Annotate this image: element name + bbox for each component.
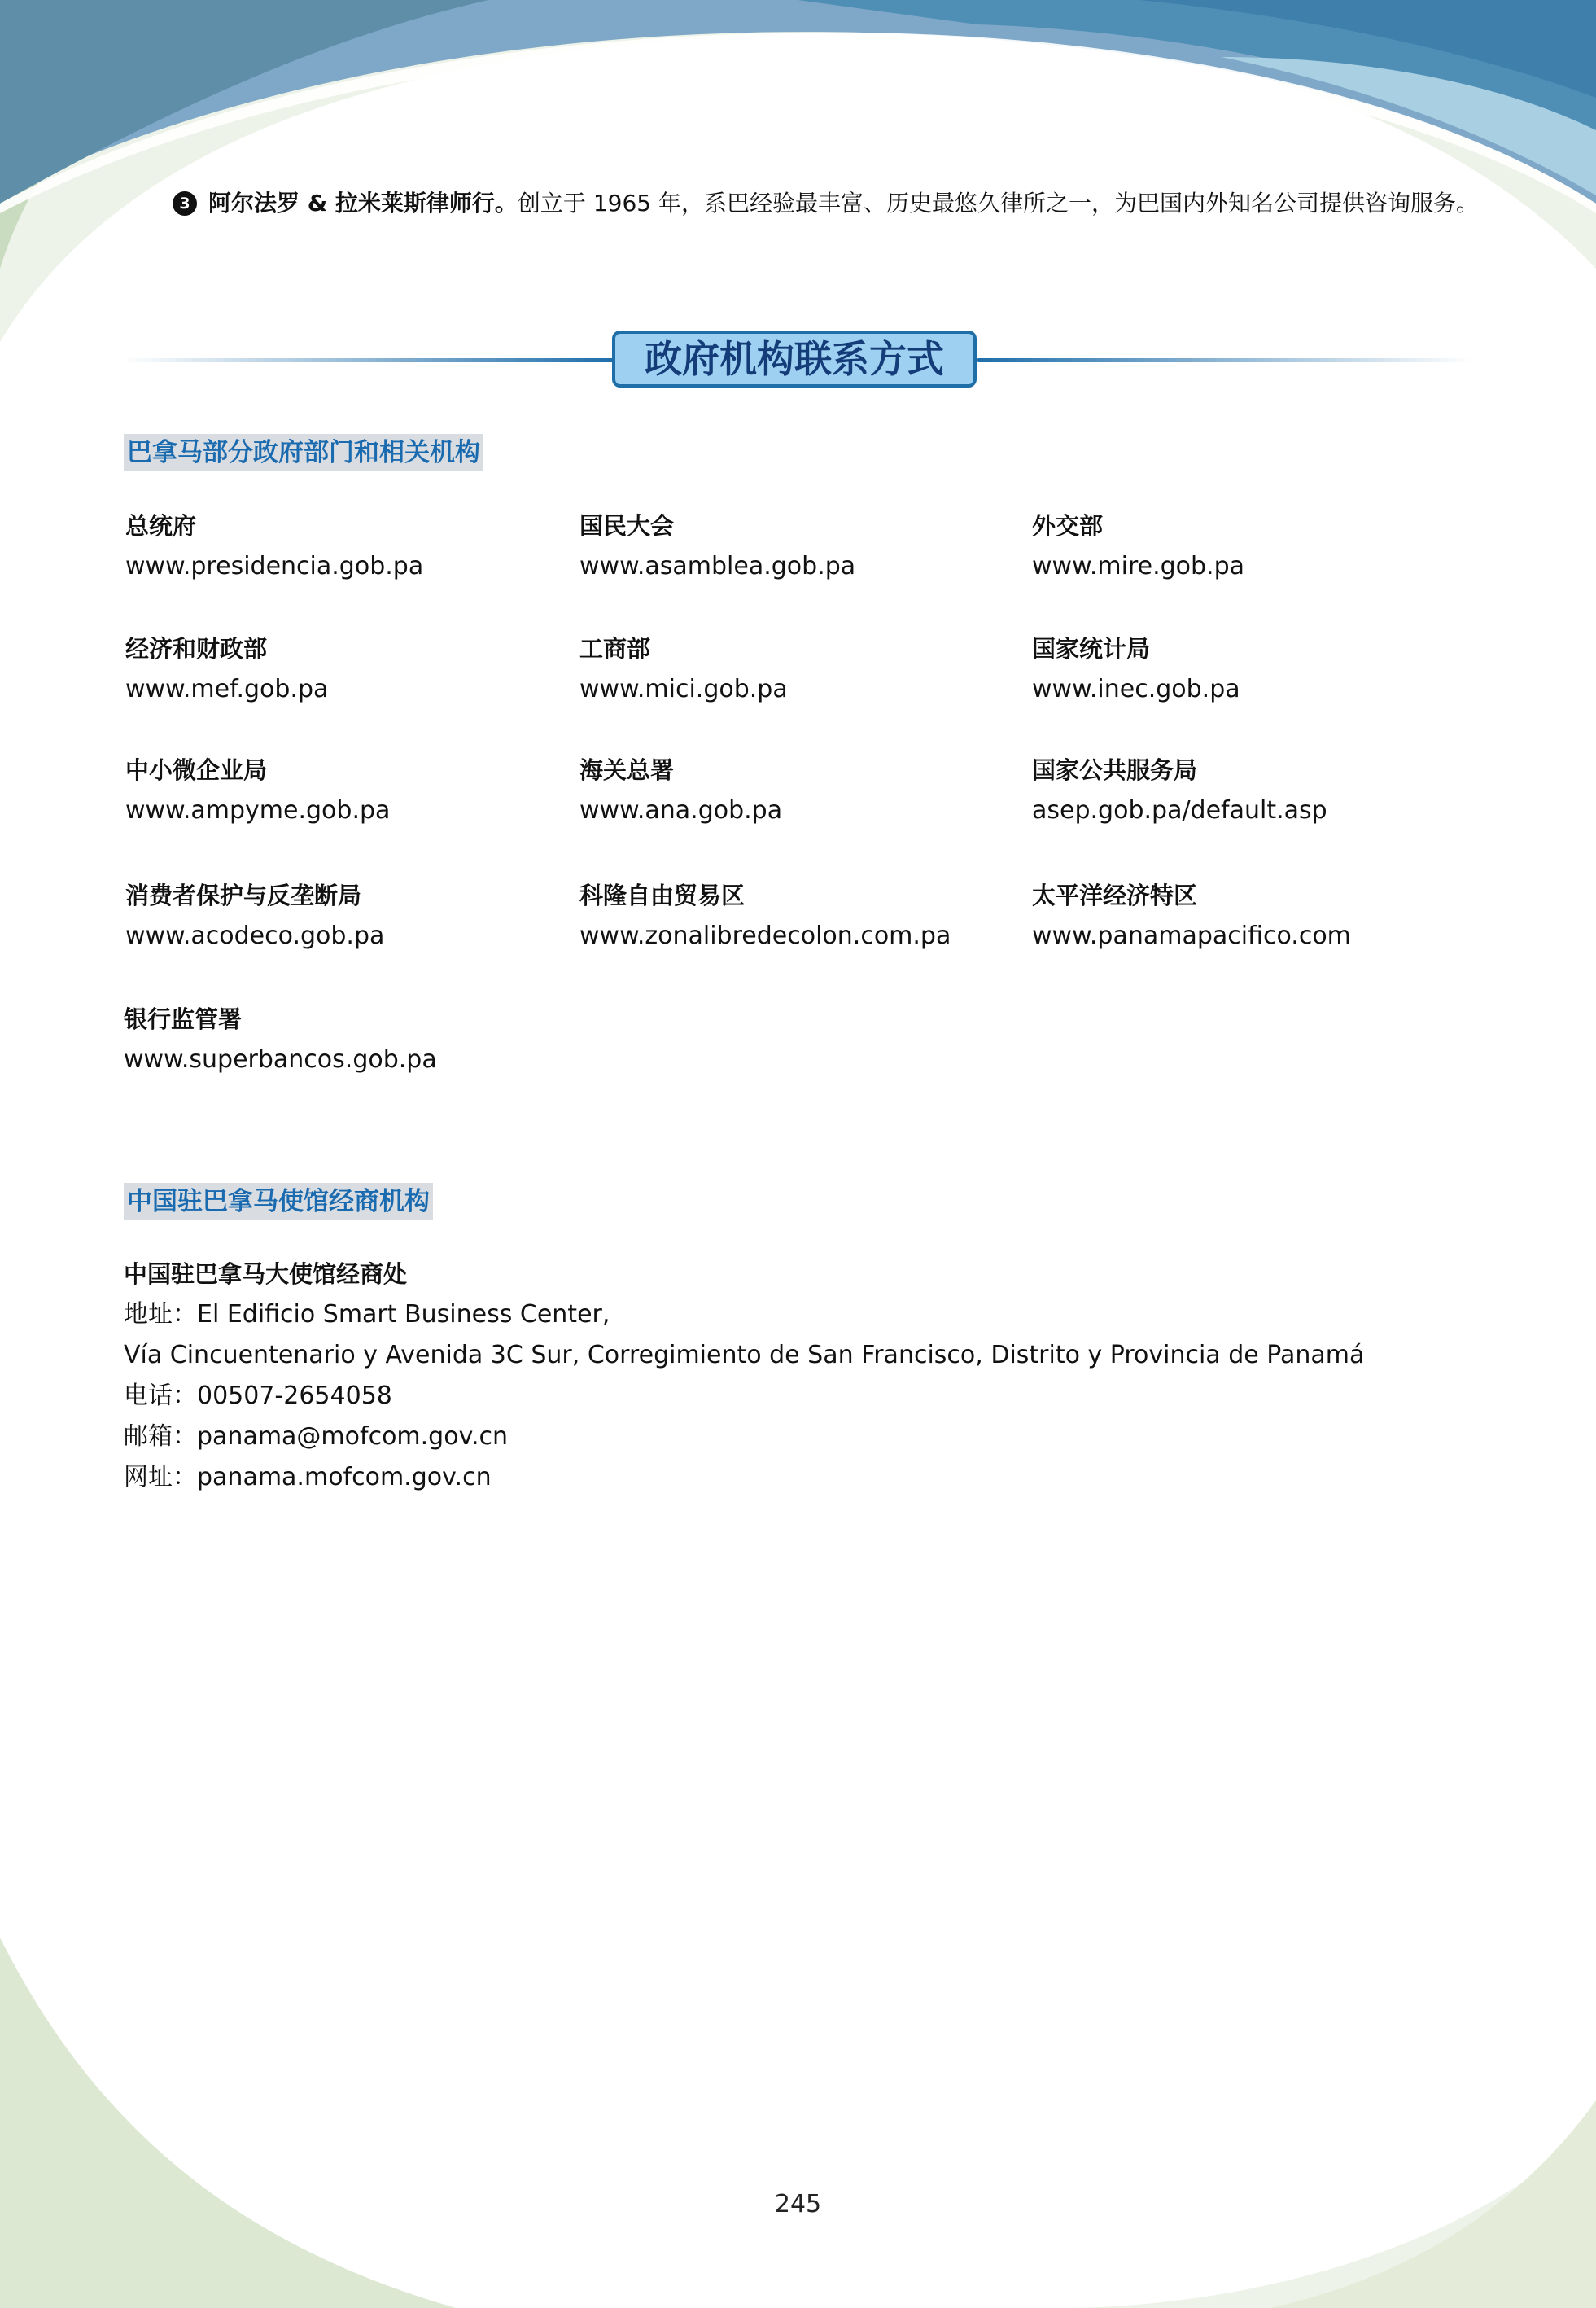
agency-url[interactable]: www.panamapacifico.com: [1032, 922, 1351, 950]
agency-url[interactable]: www.presidencia.gob.pa: [125, 552, 424, 580]
agency-url[interactable]: www.ana.gob.pa: [579, 796, 783, 825]
agency-url[interactable]: www.superbancos.gob.pa: [124, 1045, 437, 1074]
agency-entry: [125, 878, 565, 954]
agency-name: 总统府: [125, 512, 197, 540]
agency-url[interactable]: www.asamblea.gob.pa: [579, 552, 856, 580]
agency-entry: [125, 631, 565, 707]
agency-name: 经济和财政部: [125, 635, 268, 663]
agency-name: 太平洋经济特区: [1032, 882, 1198, 909]
agency-name: 国民大会: [579, 512, 675, 540]
agency-url[interactable]: www.ampyme.gob.pa: [125, 796, 391, 825]
agency-name: 海关总署: [579, 756, 675, 784]
embassy-contact: [124, 1254, 1507, 1498]
intro-paragraph: [173, 186, 1507, 221]
email-line[interactable]: 邮箱：panama@mofcom.gov.cn: [124, 1422, 509, 1451]
agency-name: 银行监管署: [124, 1005, 243, 1033]
section-title: 政府机构联系方式: [612, 331, 977, 388]
phone-line: 电话：00507-2654058: [124, 1382, 392, 1410]
embassy-office-name: 中国驻巴拿马大使馆经商处: [124, 1260, 408, 1288]
agency-entry: [1032, 752, 1471, 829]
agency-entry: [125, 752, 565, 829]
agency-name: 国家公共服务局: [1032, 756, 1198, 784]
agency-name: 中小微企业局: [125, 756, 268, 784]
agency-entry: [1032, 631, 1471, 707]
agency-url[interactable]: www.acodeco.gob.pa: [125, 922, 385, 950]
law-firm-name: 阿尔法罗 & 拉米莱斯律师行。: [208, 190, 518, 217]
agency-entry: [579, 878, 1019, 954]
title-divider-left: [122, 358, 614, 362]
agency-url[interactable]: www.mef.gob.pa: [125, 675, 329, 703]
law-firm-description: 创立于 1965 年，系巴经验最丰富、历史最悠久律所之一，为巴国内外知名公司提供咨询服务。: [517, 190, 1479, 217]
gov-agencies-heading: 巴拿马部分政府部门和相关机构: [124, 434, 483, 471]
numbered-bullet-icon: 3: [173, 191, 197, 216]
agency-entry: [579, 508, 1019, 585]
title-divider-right: [977, 358, 1473, 362]
agency-entry: [125, 508, 565, 585]
address-line-1: 地址：El Edificio Smart Business Center,: [124, 1300, 610, 1329]
agency-entry: [1032, 508, 1471, 585]
agency-name: 科隆自由贸易区: [579, 882, 746, 909]
agency-entry: [579, 752, 1019, 829]
address-line-2: Vía Cincuentenario y Avenida 3C Sur, Corregimiento de San Francisco, Distrito y Provincia de Panamá: [124, 1341, 1365, 1369]
agency-url[interactable]: asep.gob.pa/default.asp: [1032, 796, 1327, 825]
agency-name: 外交部: [1032, 512, 1104, 540]
agency-entry: [579, 631, 1019, 707]
agency-name: 工商部: [579, 635, 651, 663]
agency-name: 消费者保护与反垄断局: [125, 882, 362, 909]
agency-url[interactable]: www.inec.gob.pa: [1032, 675, 1240, 703]
agency-url[interactable]: www.mici.gob.pa: [579, 675, 788, 703]
agency-url[interactable]: www.zonalibredecolon.com.pa: [579, 922, 951, 950]
agency-entry: [124, 1001, 563, 1078]
agency-url[interactable]: www.mire.gob.pa: [1032, 552, 1245, 580]
embassy-heading: 中国驻巴拿马使馆经商机构: [124, 1183, 433, 1220]
agency-entry: [1032, 878, 1471, 954]
agency-name: 国家统计局: [1032, 635, 1151, 663]
page-number: 245: [774, 2190, 822, 2218]
website-line[interactable]: 网址：panama.mofcom.gov.cn: [124, 1463, 492, 1491]
